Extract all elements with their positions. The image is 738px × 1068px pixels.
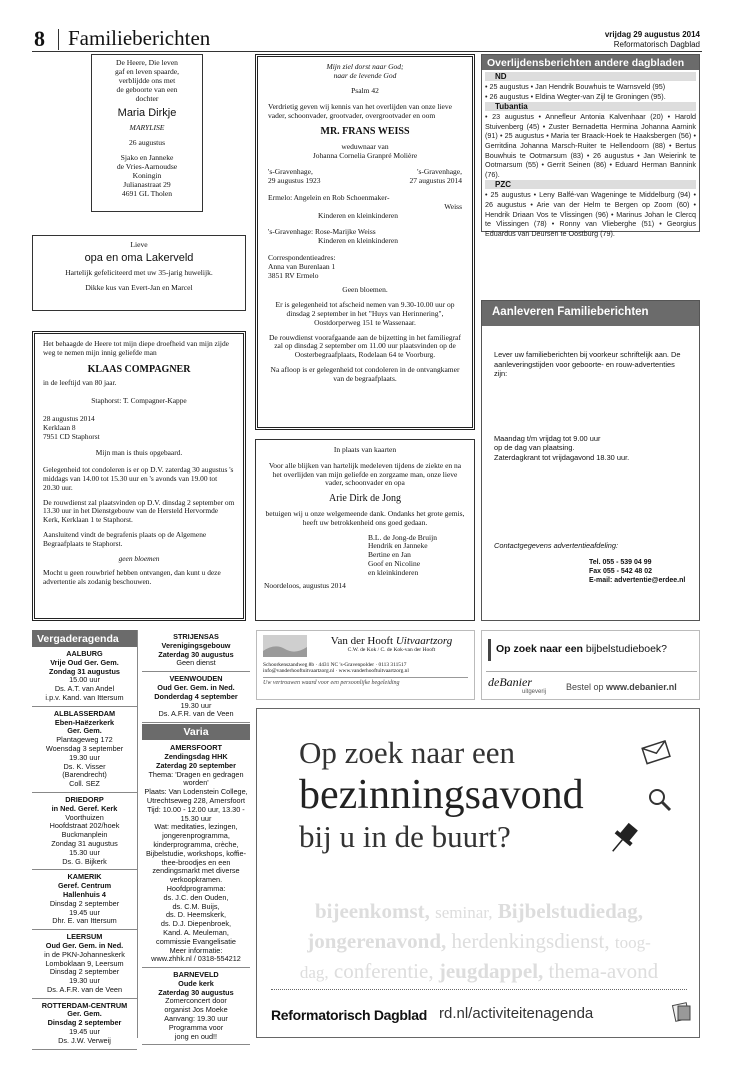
entry-line: 19.45 uur [69,1027,100,1037]
document-icon [671,1001,693,1023]
text-line: naar de levende God [333,70,397,80]
email-address[interactable]: E-mail: advertentie@erdee.nl [589,577,686,585]
entry-line: Zaterdag 30 augustus [158,649,234,659]
entry-place: LEERSUM [66,932,103,942]
text-line: Er is gelegenheid tot afscheid nemen van 9.30-10.00 uur op dinsdag 2 september in het "Huys van Herinnering", Oostdorperweg 151 te Wassenaar. [275,300,455,327]
text-line: In plaats van kaarten [333,445,397,454]
entry-line: Ger. Gem. [67,1009,102,1019]
text-line: Lever uw familieberichten bij voorkeur schriftelijk aan. De aanleveringstijden voor geboorte- en rouw-advertenties zijn: [494,350,681,379]
text-line: Na afloop is er gelegenheid tot condoleren in de ontvangkamer van de begraafplaats. [270,364,460,383]
text-line: Hendrik en Janneke [368,541,428,551]
birth-date: 26 augustus [128,138,166,147]
text-line: Psalm 42 [351,85,379,95]
text-line: Weiss [444,201,462,211]
text-line: Sjako en Janneke [120,153,174,162]
slogan: Uw vertrouwen waard voor een persoonlijke begeleiding [263,677,468,686]
varia-list [142,741,250,1045]
ad-headline: bijbelstudieboek? [585,643,668,655]
activity-word: thema-avond [548,959,659,983]
entry-line: Thema: 'Dragen en gedragen worden' [148,769,244,788]
agenda-entry [142,968,250,1045]
text-line: 27 augustus 2014 [409,176,462,186]
entry-line: Tijd: 10.00 - 12.00 uur, 13.30 - 15.30 uur [147,804,245,823]
page-title: Familieberichten [68,26,211,50]
text-line: Maandag t/m vrijdag tot 9.00 uur [494,433,601,443]
entry-line: Ds. J.W. Verweij [58,1035,111,1045]
text-line: 4691 GL Tholen [121,189,173,198]
entry-line: Voorthuizen [65,812,104,822]
death-entry: • 26 augustus • Eldina Wegter-van Zijl te Groningen (95). [485,91,666,101]
logo-subtitle: uitgeverij [522,689,547,695]
entry-line: Oud Ger. Gem. in Ned. [45,940,124,950]
text-line: Kinderen en kleinkinderen [318,210,398,220]
entry-place: STRIJENSAS [173,632,219,641]
text-line: de geboorte van een [116,85,178,94]
text-line: Hartelijk gefeliciteerd met uw 35-jarig huwelijk. [65,268,213,277]
entry-line: i.p.v. Kand. van Ittersum [45,692,124,702]
entry-line: Ds. K. Visser [63,761,106,771]
text-line: Aansluitend vindt de begrafenis plaats op de Algemene Begraafplaats te Staphorst. [43,529,207,548]
banier-url[interactable]: www.debanier.nl [606,682,677,692]
other-papers-deaths [481,54,700,238]
agenda-entry [32,870,137,930]
text-line: 's-Gravenhage, [268,167,313,177]
life-dates [268,168,462,186]
page-number: 8 [34,26,45,51]
ad-line-3: bij u in de buurt? [299,819,511,854]
fax-number: Fax 055 - 542 48 02 [589,568,653,576]
text-line: Koningin [132,171,162,180]
entry-line: Eben-Haëzerkerk [54,717,115,727]
banier-ad [481,630,700,700]
magnifier-icon [647,787,673,813]
text-line: Mijn ziel dorst naar God; [326,62,404,71]
entry-line: Dinsdag 2 september [49,967,120,977]
ad-line-1: Op zoek naar een [299,735,516,770]
entry-line: ds. J.C. den Ouden, [163,892,229,902]
header-paper: Reformatorisch Dagblad [613,40,700,49]
header-rule [32,51,702,52]
entry-line: Zondag 31 augustus [51,838,118,848]
deceased-name: Arie Dirk de Jong [329,493,401,505]
activity-word: conferentie, [333,959,434,983]
entry-line: Zaterdag 30 augustus [158,987,234,997]
text-line: dochter [135,94,159,103]
pushpin-icon [603,819,643,859]
agenda-url[interactable]: rd.nl/activiteitenagenda [439,1005,594,1022]
entry-line: Hoofdprogramma: [166,883,226,893]
entry-line: ds. D.J. Diepenbroek, [160,919,232,929]
baby-name: Maria Dirkje [117,107,177,119]
entry-place: DRIEDORP [65,794,104,804]
rd-agenda-ad [256,708,700,1038]
entry-line: Zaterdag 20 september [156,760,236,770]
paper-label: Tubantia [485,102,696,111]
text-line: 's-Gravenhage: Rose-Marijke Weiss [268,227,376,237]
varia-title: Varia [142,724,250,740]
text-line: Schoorkenszandweg 8b · 4431 NC 's-Gravenpolder · 0113 311517 [263,662,407,668]
text-line: 's-Gravenhage, [417,167,462,177]
text-line: C.W. de Kok / C. de Kok-van der Hooft [347,647,436,653]
ad-headline: Op zoek naar een [496,643,583,655]
activity-word: seminar, [435,903,493,922]
text-line: Staphorst: T. Compagner-Kappe [91,396,187,406]
entry-line: Plantageweg 172 [56,735,113,745]
entry-line: Dinsdag 2 september [47,1018,122,1028]
call-name: MARYLISE [129,123,165,132]
agenda-list [32,647,137,1050]
text-line: 3851 RV Ermelo [268,270,319,280]
entry-place: AALBURG [66,649,103,658]
entry-line: jong en oud!! [174,1031,218,1041]
entry-line: Zendingsdag HHK [164,751,228,761]
entry-line: www.zhhk.nl / 0318-554212 [151,954,241,964]
entry-line: Zomerconcert door [165,996,227,1006]
agenda-entry [32,999,137,1050]
text-line: verblijdde ons met [118,76,176,85]
text-line: Julianastraat 29 [123,180,171,189]
text-line: Gelegenheid tot condoleren is er op D.V. zaterdag 30 augustus 's middags van 14.00 tot 15.30 uur en 's avonds van 19.00 tot 20.30 uur. [43,465,234,492]
text-line: Noordeloos, augustus 2014 [264,580,346,590]
entry-line: Dinsdag 2 september [49,898,120,908]
entry-line: Ds. G. Bijkerk [62,856,107,866]
text-line: gaf en leven spaarde, [114,67,180,76]
activity-word: herdenkingsdienst, [451,929,610,953]
entry-line: Lomboklaan 9, Leersum [45,958,124,968]
text-line: Verdrietig geven wij kennis van het overlijden van onze lieve vader, schoonvader, grootvader, overgrootvader en oom [268,102,452,121]
couple-name: opa en oma Lakerveld [84,252,194,264]
ad-line-2: bezinningsavond [299,772,584,818]
text-line: op de dag van plaatsing. [494,443,575,453]
text-line: Mocht u geen rouwbrief hebben ontvangen, dan kunt u deze advertentie als zodanig beschouwen. [43,568,221,587]
text-line: info@vanderhooftuitvaartzorg.nl · www.vanderhooftuitvaartzorg.nl [263,668,409,674]
landscape-icon [263,635,307,657]
agenda-list [142,630,250,723]
activity-word: jeugdappel, [438,959,544,983]
entry-line: Ger. Gem. [67,726,102,736]
entry-line: (Barendrecht) [62,770,107,780]
text-line: en kleinkinderen [368,567,419,577]
meeting-agenda [32,630,138,1045]
entry-line: Wat: meditaties, lezingen, jongerenprogramma, kinderprogramma, crèche, Bijbelstudie, workshops, koffie-thee-broodjes en een zendingsmarkt met diverse verkoopkramen. [145,822,247,885]
section-title: Vergaderagenda [32,630,137,647]
death-notice-weiss [255,54,475,430]
entry-line: Geen dienst [176,658,216,668]
text-line: Lieve [130,240,148,249]
deceased-name: KLAAS COMPAGNER [87,363,191,375]
entry-line: ds. D. Heemskerk, [165,910,226,920]
entry-line: Plaats: Van Lodenstein College, Utrechtseweg 228, Amersfoort [144,787,248,805]
text-line: Goof en Nicoline [368,558,421,568]
deceased-name: MR. FRANS WEISS [320,125,410,137]
entry-line: Vrije Oud Ger. Gem. [50,657,119,667]
funeral-service-ad [256,630,475,700]
activity-word: bijeenkomst, [314,899,430,923]
text-line: de Vries-Aarnoudse [116,162,178,171]
agenda-entry [32,707,137,793]
cta-text: Bestel op [566,682,604,692]
text-line: weduwnaar van [341,141,389,151]
agenda-entry [32,793,137,870]
publisher-logo: deBanier [488,675,532,689]
entry-line: Meer informatie: [169,945,223,955]
divider [486,671,697,672]
entry-line: Verenigingsgebouw [161,640,231,650]
entry-line: Woensdag 3 september [45,743,124,753]
text-line: Kinderen en kleinkinderen [318,236,398,246]
entry-line: in de PKN-Johanneskerk [44,949,125,959]
entry-line: Kand. A. Meuleman, [163,927,229,937]
activity-word: Bijbelstudiedag, [497,899,644,923]
entry-line: Donderdag 4 september [154,691,238,701]
text-line: geen bloemen [118,553,160,563]
agenda-entry [142,672,250,723]
text-line: Geen bloemen. [342,285,388,295]
company-suffix: Uitvaartzorg [395,635,453,647]
phone-number: Tel. 055 - 539 04 99 [589,559,652,567]
agenda-entry [142,630,250,672]
text-line: Dikke kus van Evert-Jan en Marcel [85,283,193,292]
entry-place: VEENWOUDEN [169,674,223,684]
text-line: Johanna Cornelia Granpré Molière [312,150,418,160]
entry-line: Ds. A.T. van Andel [54,684,115,694]
entry-line: Oude kerk [178,978,214,988]
submission-info [481,300,700,621]
text-line: De Heere, Die leven [116,58,178,67]
text-line: Kerklaan 8 [43,422,76,432]
entry-line: Programma voor [168,1022,224,1032]
paper-label: ND [485,72,696,81]
text-line: Anna van Burenlaan 1 [268,261,336,271]
envelope-icon [641,739,673,765]
text-line: De rouwdienst voorafgaande aan de bijzetting in het familiegraf zal op dinsdag 2 september om 11.00 uur plaatsvinden op de Oosterbegraafplaats, Rodelaan 64 te Voorburg. [268,332,461,360]
entry-line: Coll. SEZ [69,779,100,789]
activity-word: toog- [614,933,651,952]
death-entry: • 23 augustus • Annefleur Antonia Kalvenhaar (20) • Harold Stuivenberg (45) • Zuster Bernadetta Hermina Johanna Aarnink (91) • 25 augustus • Maria ter Braack-Hoek te Haaksbergen (56) • Gerritdina Johanna Marsch-Ruiter te Hellendoorn (88) • Bertus Bouwhuis te Ootmarsum (83) • 26 augustus • Jan Weierink te Ootmarsum (55) • Gerrit Seinen (86) • Eduard Herman Bannink (76). [485,112,696,179]
death-entry: • 25 augustus • Jan Hendrik Bouwhuis te Warnsveld (95) [485,82,666,91]
text-line: Zaterdagkrant tot vrijdagavond 18.30 uur. [494,452,630,462]
entry-place: BARNEVELD [173,970,219,980]
entry-line: 19.30 uur [69,976,100,986]
entry-line: in Ned. Geref. Kerk [51,803,118,813]
agenda-entry [32,647,137,707]
death-entry: • 25 augustus • Leny Balfé-van Wageninge te Middelburg (94) • 26 augustus • Arie van der Helm te Bergen op Zoom (60) • Hendrik Driaan Vos te Vlissingen (96) • Marinus Johan le Clercq te Vlissingen (78) • Ronny van Vlieberghe (51) • Georgius Eduardus van Deursen te Oostburg (79). [485,190,696,238]
entry-line: 19.45 uur [69,907,100,917]
entry-line: Geref. Centrum [57,881,112,891]
text-line: Contactgegevens advertentieafdeling: [494,540,619,550]
text-line: 28 augustus 2014 [43,413,95,423]
text-line: Mijn man is thuis opgebaard. [95,448,183,458]
accent-bar [488,639,491,661]
entry-line: ds. C.M. Buijs, [172,901,220,911]
company-name: Van der Hooft [330,635,394,647]
activity-words [257,897,700,987]
text-line: in de leeftijd van 80 jaar. [43,378,117,388]
activity-word: jongerenavond, [307,929,447,953]
birth-announcement [91,54,203,212]
text-line: 29 augustus 1923 [268,176,321,186]
entry-place: KAMERIK [67,872,102,882]
entry-place: ALBLASSERDAM [53,708,116,718]
entry-line: Zondag 31 augustus [49,666,120,676]
entry-line: Ds. A.F.R. van de Veen [46,984,123,994]
entry-place: AMERSFOORT [170,743,222,753]
anniversary-announcement [32,235,246,311]
header-divider [58,29,59,50]
agenda-entry [32,930,137,999]
text-line: betuigen wij u onze welgemeende dank. Ondanks het grote gemis, heeft uw betrokkenheid ons goed gedaan. [265,508,465,527]
entry-line: Hallenhuis 4 [63,889,106,899]
agenda-entry [142,741,250,968]
section-title: Overlijdensberichten andere dagbladen [482,55,699,70]
text-line: Het behaagde de Heere tot mijn diepe droefheid van mijn zijde weg te nemen mijn innig geliefde man [43,339,229,357]
section-title: Aanleveren Familieberichten [482,301,699,326]
text-line: 7951 CD Staphorst [43,431,100,441]
entry-line: 15.30 uur [69,847,100,857]
entry-line: Ds. A.F.R. van de Veen [158,709,234,719]
text-line: Bertine en Jan [368,550,411,560]
agenda-column-2 [142,630,250,1041]
entry-line: 19.30 uur [69,752,100,762]
text-line: Voor alle blijken van hartelijk medeleven tijdens de ziekte en na het overlijden van mijn geliefde en zorgzame man, onze lieve vader, schoonvader en opa [268,460,462,488]
entry-line: Oud Ger. Gem. in Ned. [157,682,235,692]
divider [271,989,687,990]
death-notice-compagner [32,331,246,621]
text-line: Correspondentieadres: [268,252,336,262]
entry-line: Hoofdstraat 202/hoek [49,821,120,831]
paper-label: PZC [485,180,696,189]
text-line: De rouwdienst zal plaatsvinden op D.V. dinsdag 2 september om 13.30 uur in het Dienstgebouw van de Hersteld Hervormde Kerk, Kerklaan 1 te Staphorst. [43,497,235,525]
entry-line: commissie Evangelisatie [156,936,236,946]
activity-word: dag, [299,963,329,982]
header-date: vrijdag 29 augustus 2014 [604,30,700,39]
entry-line: Buckmanplein [61,830,108,840]
thank-you-notice [255,439,475,621]
entry-line: 15.00 uur [69,675,100,685]
paper-name: Reformatorisch Dagblad [271,1007,427,1023]
text-line: Ermelo: Angelein en Rob Schoenmaker- [268,192,390,202]
entry-line: organist Jos Moeke [164,1005,228,1015]
entry-line: Dhr. E. van Ittersum [52,916,117,926]
entry-place: ROTTERDAM-CENTRUM [41,1000,128,1010]
entry-line: Aanvang: 19.30 uur [164,1014,228,1024]
entry-line: 19.30 uur [180,700,212,710]
text-line: B.L. de Jong-de Bruijn [368,532,437,542]
